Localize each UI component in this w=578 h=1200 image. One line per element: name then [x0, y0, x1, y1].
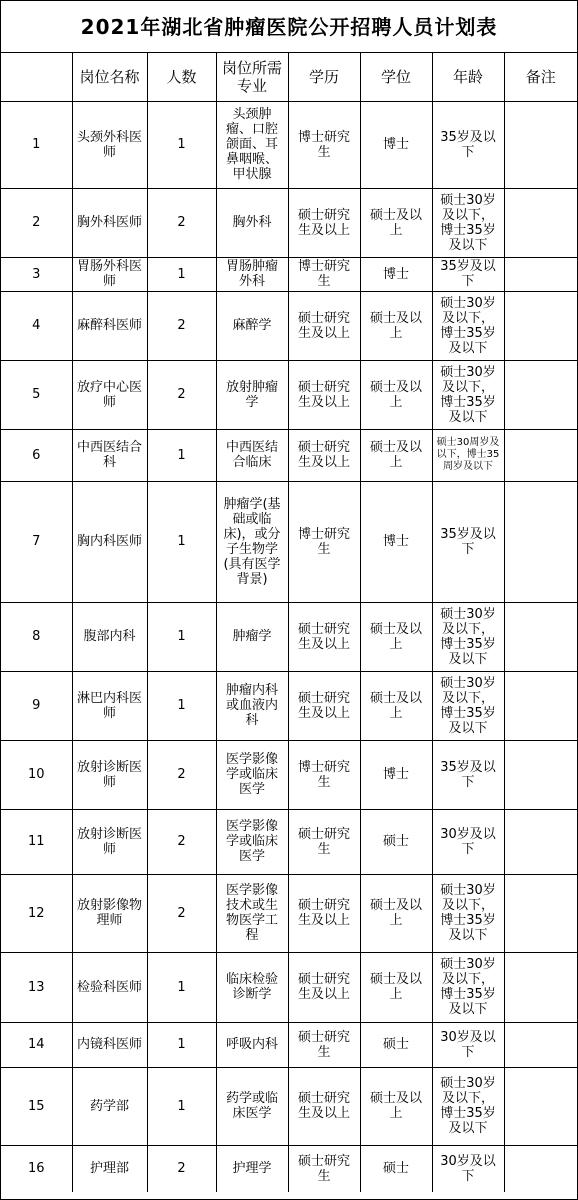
cell-position: 胸外科医师 — [72, 188, 147, 257]
table-row — [1, 671, 577, 740]
cell-education: 硕士研究生及以上 — [288, 360, 360, 429]
cell-count: 1 — [147, 602, 216, 671]
cell-position: 胸内科医师 — [72, 481, 147, 602]
cell-count: 2 — [147, 874, 216, 952]
cell-major: 医学影像学或临床医学 — [216, 809, 288, 874]
cell-major: 护理学 — [216, 1145, 288, 1192]
cell-note — [504, 360, 577, 429]
cell-no: 13 — [1, 952, 72, 1022]
cell-position: 中西医结合科 — [72, 429, 147, 481]
cell-education: 博士研究生 — [288, 101, 360, 188]
header-cell-position: 岗位名称 — [72, 53, 147, 101]
cell-degree: 硕士 — [360, 1145, 432, 1192]
cell-no: 3 — [1, 257, 72, 291]
cell-note — [504, 809, 577, 874]
cell-degree: 硕士及以上 — [360, 602, 432, 671]
header-cell-count: 人数 — [147, 53, 216, 101]
cell-count: 2 — [147, 740, 216, 809]
table-row — [1, 101, 577, 188]
cell-note — [504, 291, 577, 360]
cell-education: 硕士研究生 — [288, 1145, 360, 1192]
table-row — [1, 291, 577, 360]
cell-education: 硕士研究生及以上 — [288, 952, 360, 1022]
cell-degree: 硕士及以上 — [360, 291, 432, 360]
cell-age: 35岁及以下 — [432, 740, 504, 809]
cell-note — [504, 874, 577, 952]
cell-major: 肿瘤内科或血液内科 — [216, 671, 288, 740]
page-title: 2021年湖北省肿瘤医院公开招聘人员计划表 — [1, 1, 577, 53]
header-cell-major: 岗位所需专业 — [216, 53, 288, 101]
cell-count: 1 — [147, 1022, 216, 1067]
cell-age: 30岁及以下 — [432, 1145, 504, 1192]
cell-note — [504, 429, 577, 481]
cell-education: 硕士研究生及以上 — [288, 291, 360, 360]
cell-count: 1 — [147, 429, 216, 481]
cell-major: 麻醉学 — [216, 291, 288, 360]
cell-position: 放疗中心医师 — [72, 360, 147, 429]
header-cell-education: 学历 — [288, 53, 360, 101]
cell-degree: 硕士及以上 — [360, 952, 432, 1022]
cell-degree: 硕士及以上 — [360, 188, 432, 257]
cell-position: 放射诊断医师 — [72, 809, 147, 874]
cell-no: 6 — [1, 429, 72, 481]
cell-count: 1 — [147, 952, 216, 1022]
cell-education: 硕士研究生及以上 — [288, 1067, 360, 1145]
cell-count: 1 — [147, 671, 216, 740]
cell-age: 35岁及以下 — [432, 257, 504, 291]
cell-age: 硕士30岁及以下，博士35岁及以下 — [432, 874, 504, 952]
cell-no: 7 — [1, 481, 72, 602]
cell-no: 10 — [1, 740, 72, 809]
cell-degree: 博士 — [360, 257, 432, 291]
cell-major: 肿瘤学(基础或临床)，或分子生物学(具有医学背景) — [216, 481, 288, 602]
table-row — [1, 602, 577, 671]
cell-count: 1 — [147, 101, 216, 188]
cell-education: 硕士研究生及以上 — [288, 874, 360, 952]
cell-count: 1 — [147, 1067, 216, 1145]
cell-no: 11 — [1, 809, 72, 874]
cell-note — [504, 481, 577, 602]
recruitment-table — [1, 53, 577, 1192]
cell-position: 淋巴内科医师 — [72, 671, 147, 740]
cell-count: 2 — [147, 1145, 216, 1192]
cell-position: 头颈外科医师 — [72, 101, 147, 188]
cell-no: 15 — [1, 1067, 72, 1145]
cell-degree: 硕士及以上 — [360, 671, 432, 740]
cell-note — [504, 257, 577, 291]
cell-no: 12 — [1, 874, 72, 952]
cell-no: 4 — [1, 291, 72, 360]
header-cell-age: 年龄 — [432, 53, 504, 101]
cell-position: 护理部 — [72, 1145, 147, 1192]
cell-education: 硕士研究生及以上 — [288, 602, 360, 671]
cell-degree: 硕士 — [360, 809, 432, 874]
table-row — [1, 257, 577, 291]
cell-degree: 硕士 — [360, 1022, 432, 1067]
table-row — [1, 1022, 577, 1067]
table-row — [1, 809, 577, 874]
cell-note — [504, 188, 577, 257]
cell-education: 硕士研究生 — [288, 1022, 360, 1067]
cell-count: 1 — [147, 481, 216, 602]
cell-degree: 博士 — [360, 740, 432, 809]
cell-major: 胃肠肿瘤外科 — [216, 257, 288, 291]
header-cell-degree: 学位 — [360, 53, 432, 101]
cell-note — [504, 1145, 577, 1192]
cell-age: 硕士30岁及以下，博士35岁及以下 — [432, 602, 504, 671]
cell-major: 胸外科 — [216, 188, 288, 257]
cell-age: 硕士30岁及以下，博士35岁及以下 — [432, 188, 504, 257]
header-row — [1, 53, 577, 101]
cell-age: 硕士30岁及以下，博士35岁及以下 — [432, 1067, 504, 1145]
cell-major: 呼吸内科 — [216, 1022, 288, 1067]
cell-education: 硕士研究生及以上 — [288, 671, 360, 740]
cell-major: 临床检验诊断学 — [216, 952, 288, 1022]
cell-count: 2 — [147, 188, 216, 257]
cell-note — [504, 1067, 577, 1145]
cell-position: 麻醉科医师 — [72, 291, 147, 360]
cell-position: 放射诊断医师 — [72, 740, 147, 809]
table-row — [1, 1067, 577, 1145]
cell-degree: 博士 — [360, 101, 432, 188]
cell-position: 腹部内科 — [72, 602, 147, 671]
cell-age: 30岁及以下 — [432, 1022, 504, 1067]
cell-age: 35岁及以下 — [432, 481, 504, 602]
cell-age: 硕士30岁及以下，博士35岁及以下 — [432, 360, 504, 429]
cell-major: 中西医结合临床 — [216, 429, 288, 481]
cell-education: 硕士研究生及以上 — [288, 188, 360, 257]
cell-major: 医学影像学或临床医学 — [216, 740, 288, 809]
cell-age: 硕士30岁及以下，博士35岁及以下 — [432, 671, 504, 740]
cell-degree: 硕士及以上 — [360, 1067, 432, 1145]
cell-no: 14 — [1, 1022, 72, 1067]
cell-count: 1 — [147, 257, 216, 291]
cell-note — [504, 1022, 577, 1067]
cell-no: 1 — [1, 101, 72, 188]
cell-age: 硕士30周岁及以下，博士35周岁及以下 — [432, 429, 504, 481]
cell-age: 硕士30岁及以下，博士35岁及以下 — [432, 291, 504, 360]
cell-age: 硕士30岁及以下，博士35岁及以下 — [432, 952, 504, 1022]
cell-note — [504, 101, 577, 188]
cell-count: 2 — [147, 360, 216, 429]
cell-major: 头颈肿瘤、口腔颌面、耳鼻咽喉、甲状腺 — [216, 101, 288, 188]
cell-major: 放射肿瘤学 — [216, 360, 288, 429]
cell-age: 30岁及以下 — [432, 809, 504, 874]
cell-degree: 硕士及以上 — [360, 360, 432, 429]
table-row — [1, 874, 577, 952]
cell-no: 2 — [1, 188, 72, 257]
table-row — [1, 188, 577, 257]
cell-position: 放射影像物理师 — [72, 874, 147, 952]
cell-position: 检验科医师 — [72, 952, 147, 1022]
table-row — [1, 1145, 577, 1192]
cell-education: 博士研究生 — [288, 481, 360, 602]
table-row — [1, 740, 577, 809]
cell-education: 博士研究生 — [288, 257, 360, 291]
cell-no: 9 — [1, 671, 72, 740]
cell-position: 药学部 — [72, 1067, 147, 1145]
table-row — [1, 429, 577, 481]
cell-degree: 博士 — [360, 481, 432, 602]
cell-count: 2 — [147, 291, 216, 360]
cell-no: 8 — [1, 602, 72, 671]
cell-major: 药学或临床医学 — [216, 1067, 288, 1145]
cell-education: 博士研究生 — [288, 740, 360, 809]
cell-education: 硕士研究生 — [288, 809, 360, 874]
cell-note — [504, 952, 577, 1022]
table-row — [1, 360, 577, 429]
cell-no: 5 — [1, 360, 72, 429]
header-cell-note: 备注 — [504, 53, 577, 101]
cell-major: 肿瘤学 — [216, 602, 288, 671]
cell-degree: 硕士及以上 — [360, 874, 432, 952]
table-row — [1, 952, 577, 1022]
cell-note — [504, 602, 577, 671]
cell-position: 胃肠外科医师 — [72, 257, 147, 291]
cell-education: 硕士研究生及以上 — [288, 429, 360, 481]
cell-age: 35岁及以下 — [432, 101, 504, 188]
cell-major: 医学影像技术或生物医学工程 — [216, 874, 288, 952]
cell-degree: 硕士及以上 — [360, 429, 432, 481]
cell-no: 16 — [1, 1145, 72, 1192]
header-cell-no — [1, 53, 72, 101]
table-row — [1, 481, 577, 602]
cell-note — [504, 740, 577, 809]
cell-position: 内镜科医师 — [72, 1022, 147, 1067]
cell-count: 2 — [147, 809, 216, 874]
cell-note — [504, 671, 577, 740]
